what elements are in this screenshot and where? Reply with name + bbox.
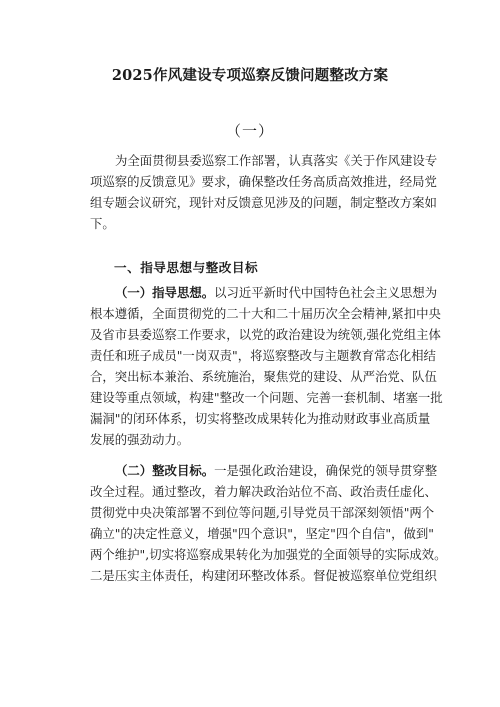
paragraph-line-text: 两个维护",切实将巡察成果转化为加强党的全面领导的实际成效。 xyxy=(90,547,447,562)
intro-paragraph xyxy=(90,150,438,234)
intro-line xyxy=(90,213,430,234)
paragraph-line xyxy=(90,282,438,303)
paragraph-line xyxy=(90,502,435,523)
paragraph-line xyxy=(90,324,441,345)
paragraph-lead: （一）指导思想。 xyxy=(115,285,215,300)
section-heading: 一、指导思想与整改目标 xyxy=(114,260,259,275)
paragraph-line-text: 建设等重点领域，构建"整改一个问题、完善一套机制、堵塞一批 xyxy=(90,390,443,405)
intro-line xyxy=(90,150,438,171)
intro-line xyxy=(90,171,437,192)
paragraph-line xyxy=(90,523,434,544)
paragraph-line-text: 漏洞"的闭环体系，切实将整改成果转化为推动财政事业高质量 xyxy=(90,411,431,426)
paragraph-line-text: 以习近平新时代中国特色社会主义思想为 xyxy=(214,285,438,300)
paragraph-line xyxy=(90,481,437,502)
intro-line-text: 下。 xyxy=(90,216,115,231)
intro-line-text: 项巡察的反馈意见》要求，确保整改任务高质高效推进，经局党 xyxy=(90,174,437,189)
paragraph-line-text: 改全过程。通过整改，着力解决政治站位不高、政治责任虚化、 xyxy=(90,484,437,499)
paragraph-line xyxy=(90,408,430,429)
paragraph-line-text: 贯彻党中央决策部署不到位等问题,引导党员干部深刻领悟"两个 xyxy=(90,505,435,520)
paragraph-line xyxy=(90,387,443,408)
paragraph-line-text: 及省市县委巡察工作要求，以党的政治建设为统领,强化党组主体 xyxy=(90,327,441,342)
paragraph-line xyxy=(90,345,436,366)
paragraph-line xyxy=(90,544,447,565)
paragraph-line-text: 一是强化政治建设，确保党的领导贯穿整 xyxy=(214,463,438,478)
guiding-ideology-paragraph xyxy=(90,282,443,450)
part-label: （一） xyxy=(225,122,274,140)
intro-line-text: 组专题会议研究，现针对反馈意见涉及的问题，制定整改方案如 xyxy=(90,195,437,210)
paragraph-line-text: 责任和班子成员"一岗双责"，将巡察整改与主题教育常态化相结 xyxy=(90,348,436,363)
paragraph-line-text: 发展的强劲动力。 xyxy=(90,432,190,447)
paragraph-line xyxy=(90,366,437,387)
paragraph-line xyxy=(90,460,438,481)
paragraph-lead: （二）整改目标。 xyxy=(115,463,215,478)
paragraph-line-text: 二是压实主体责任，构建闭环整改体系。督促被巡察单位党组织 xyxy=(90,568,437,583)
paragraph-line-text: 根本遵循，全面贯彻党的二十大和二十届历次全会精神,紧扣中央 xyxy=(90,306,441,321)
paragraph-line xyxy=(90,429,430,450)
document-title: 2025作风建设专项巡察反馈问题整改方案 xyxy=(111,67,389,84)
paragraph-line-text: 合，突出标本兼治、系统施治，聚焦党的建设、从严治党、队伍 xyxy=(90,369,437,384)
paragraph-line-text: 确立"的决定性意义，增强"四个意识"，坚定"四个自信"，做到" xyxy=(90,526,434,541)
paragraph-line xyxy=(90,565,437,586)
paragraph-line xyxy=(90,303,441,324)
rectification-goals-paragraph xyxy=(90,460,447,586)
intro-line-text: 为全面贯彻县委巡察工作部署，认真落实《关于作风建设专 xyxy=(115,153,438,168)
intro-line xyxy=(90,192,437,213)
